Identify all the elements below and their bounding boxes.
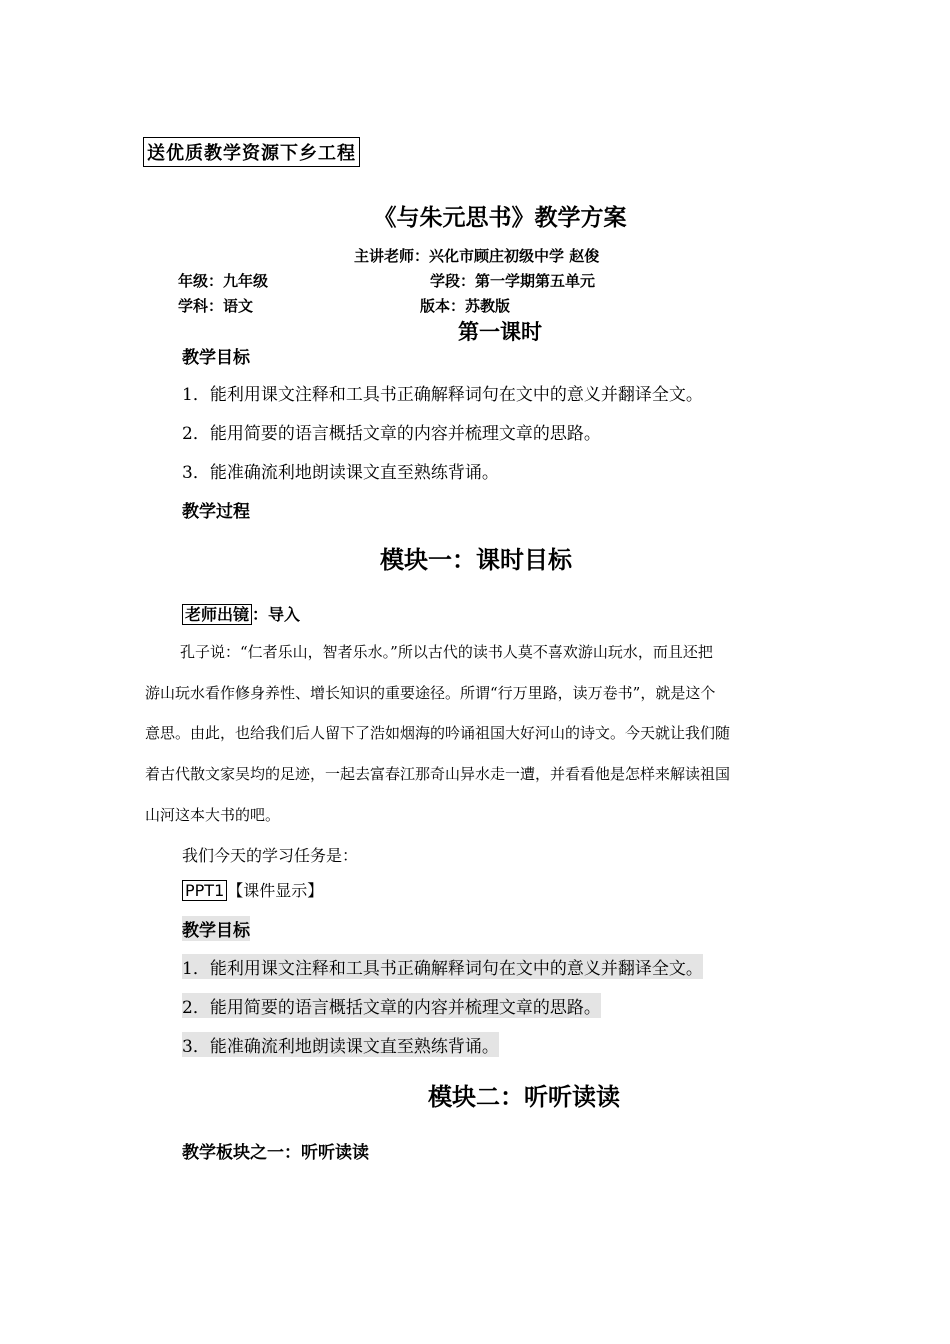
module-2-heading: 模块二：听听读读 (428, 1083, 620, 1111)
goal2-item-2: 2．能用简要的语言概括文章的内容并梳理文章的思路。 (182, 993, 601, 1018)
task-line: 我们今天的学习任务是： (182, 846, 359, 865)
goals-heading: 教学目标 (182, 348, 250, 368)
intro-line-2: 游山玩水看作修身养性、增长知识的重要途径。所谓“行万里路，读万卷书”，就是这个 (145, 684, 716, 702)
process-heading: 教学过程 (182, 502, 250, 522)
teacher-intro-line (182, 602, 300, 625)
goals2-heading: 教学目标 (182, 916, 250, 941)
board-heading: 教学板块之一：听听读读 (182, 1143, 369, 1163)
stage-field: 学段：第一学期第五单元 (430, 272, 596, 290)
ppt-label: PPT1 (182, 880, 227, 901)
goal-item-3: 3．能准确流利地朗读课文直至熟练背诵。 (182, 463, 499, 483)
ppt-line (182, 878, 323, 901)
edition-field: 版本：苏教版 (420, 297, 511, 315)
ppt-suffix: 【课件显示】 (227, 881, 324, 900)
intro-line-5: 山河这本大书的吧。 (145, 806, 281, 824)
presenter-line: 主讲老师：兴化市顾庄初级中学 赵俊 (354, 247, 600, 265)
teacher-suffix: ：导入 (252, 605, 301, 624)
intro-line-1: 孔子说：“仁者乐山，智者乐水。”所以古代的读书人莫不喜欢游山玩水，而且还把 (180, 643, 713, 661)
goal2-item-1: 1．能利用课文注释和工具书正确解释词句在文中的意义并翻译全文。 (182, 954, 703, 979)
subject-field: 学科：语文 (178, 297, 254, 315)
intro-line-3: 意思。由此，也给我们后人留下了浩如烟海的吟诵祖国大好河山的诗文。今天就让我们随 (145, 724, 731, 742)
goal-item-2: 2．能用简要的语言概括文章的内容并梳理文章的思路。 (182, 424, 601, 444)
grade-field: 年级：九年级 (178, 272, 269, 290)
lesson-title: 第一课时 (458, 320, 542, 344)
module-1-heading: 模块一：课时目标 (380, 546, 572, 574)
goal-item-1: 1．能利用课文注释和工具书正确解释词句在文中的意义并翻译全文。 (182, 385, 703, 405)
goal2-item-3: 3．能准确流利地朗读课文直至熟练背诵。 (182, 1032, 499, 1057)
banner-label: 送优质教学资源下乡工程 (143, 137, 360, 167)
teacher-label: 老师出镜 (182, 604, 252, 625)
document-title: 《与朱元思书》教学方案 (373, 205, 627, 231)
intro-line-4: 着古代散文家吴均的足迹，一起去富春江那奇山异水走一遭，并看看他是怎样来解读祖国 (145, 765, 731, 783)
